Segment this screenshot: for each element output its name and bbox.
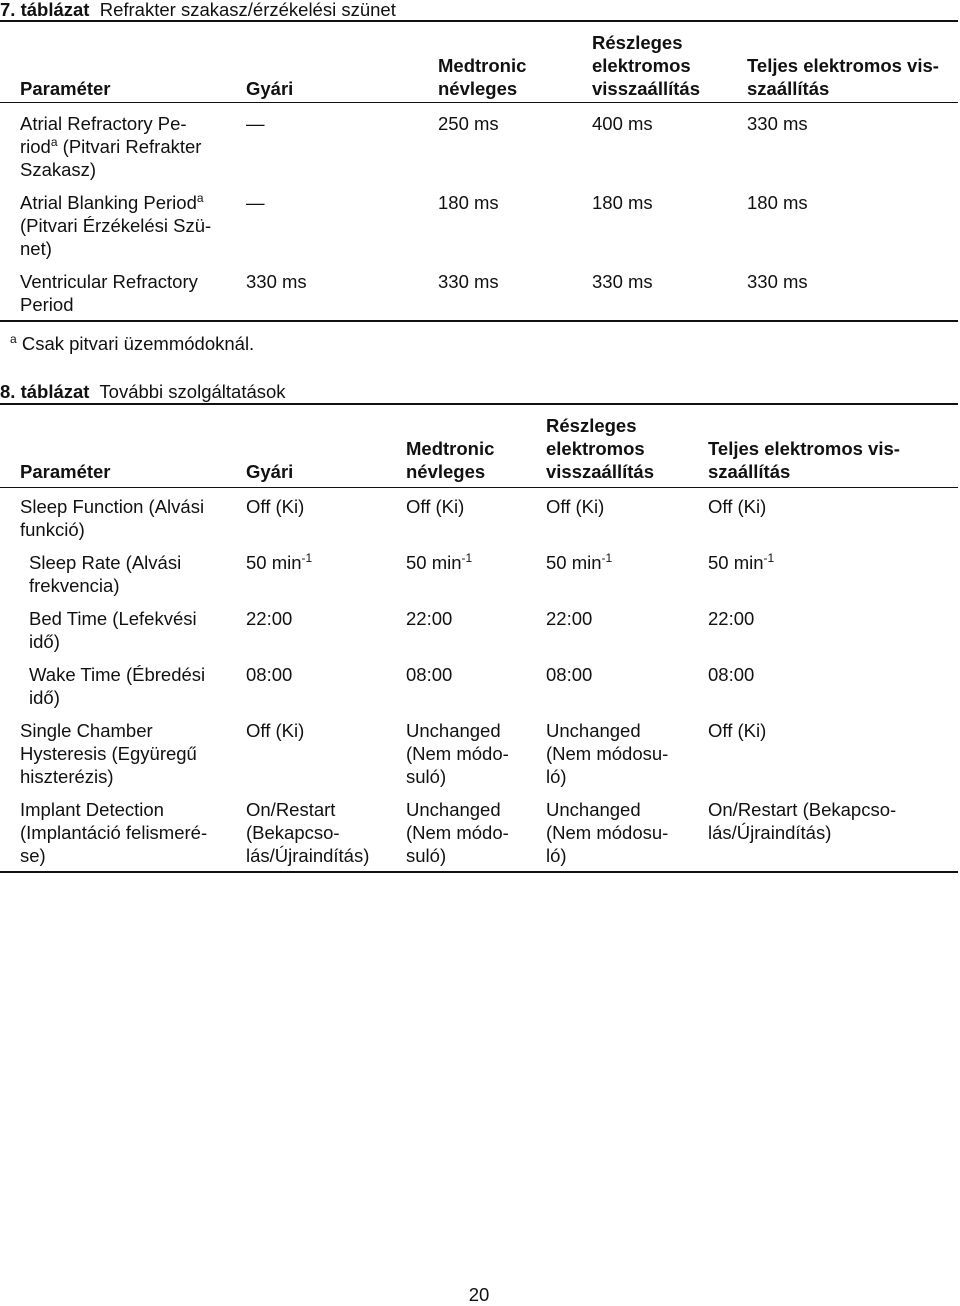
table8-row1-parameter: Sleep Function (Alvási funkció) bbox=[20, 496, 205, 540]
table8-caption-number: 8. táblázat bbox=[0, 381, 90, 402]
table8-header-parameter: Paraméter bbox=[20, 461, 111, 482]
table8-header-rule bbox=[0, 487, 958, 488]
table8-row2-nominal: 50 $\min^{-1}$ bbox=[406, 551, 473, 573]
table8-row3-nominal: 22:00 bbox=[406, 608, 453, 629]
table7-row3-nominal: 330 ms bbox=[438, 271, 499, 292]
table7-row1-partial: 400 ms bbox=[592, 113, 653, 134]
table7-caption bbox=[0, 0, 396, 21]
table7-top-rule bbox=[0, 20, 958, 22]
table8-row6-full: On/Restart (Bekapcso- lás/Újraindítás) bbox=[708, 799, 897, 843]
table7-row1-parameter: Atrial Refractory Pe- riod$^a$ (Pitvari Refrakter Szakasz) bbox=[20, 113, 202, 180]
table8-row1-nominal: Off (Ki) bbox=[406, 496, 465, 517]
table7-caption-title: Refrakter szakasz/érzékelési szünet bbox=[99, 0, 396, 20]
table8-row2-parameter: Sleep Rate (Alvási frekvencia) bbox=[29, 552, 182, 596]
table8-row4-nominal: 08:00 bbox=[406, 664, 453, 685]
table8-row4-partial: 08:00 bbox=[546, 664, 593, 685]
table7-row3-parameter: Ventricular Refractory Period bbox=[20, 271, 198, 315]
table8-row3-parameter: Bed Time (Lefekvési idő) bbox=[29, 608, 197, 652]
table7-row1-full: 330 ms bbox=[747, 113, 808, 134]
table8-header-partial-reset: Részleges elektromos visszaállítás bbox=[546, 415, 654, 482]
table7-row3-full: 330 ms bbox=[747, 271, 808, 292]
table8-row1-full: Off (Ki) bbox=[708, 496, 767, 517]
table7-row2-parameter: Atrial Blanking Period$^a$ (Pitvari Érzékelési Szü- net) bbox=[20, 191, 212, 259]
table8-top-rule bbox=[0, 403, 958, 405]
table8-row3-factory: 22:00 bbox=[246, 608, 293, 629]
table7-header-full-reset: Teljes elektromos vis- szaállítás bbox=[747, 55, 939, 99]
table7-row1-factory: — bbox=[246, 113, 265, 134]
table7-row1-nominal: 250 ms bbox=[438, 113, 499, 134]
table8-header-nominal: Medtronic névleges bbox=[406, 438, 495, 482]
footnote-mark: a bbox=[50, 135, 58, 149]
table7-bottom-rule bbox=[0, 320, 958, 322]
table8-header-full-reset: Teljes elektromos vis- szaállítás bbox=[708, 438, 900, 482]
table8-row6-parameter: Implant Detection (Implantáció felismeré- se) bbox=[20, 799, 208, 866]
table8-caption-title: További szolgáltatások bbox=[99, 381, 286, 402]
table8-row5-parameter: Single Chamber Hysteresis (Együregű hiszterézis) bbox=[20, 720, 197, 787]
table8-row4-full: 08:00 bbox=[708, 664, 755, 685]
table8-row4-factory: 08:00 bbox=[246, 664, 293, 685]
table7-header-parameter: Paraméter bbox=[20, 78, 111, 99]
table7-row2-nominal: 180 ms bbox=[438, 192, 499, 213]
table7-header-partial-reset: Részleges elektromos visszaállítás bbox=[592, 32, 700, 99]
table8-row5-full: Off (Ki) bbox=[708, 720, 767, 741]
table8-row2-partial: 50 $\min^{-1}$ bbox=[546, 551, 613, 573]
table7-row2-full: 180 ms bbox=[747, 192, 808, 213]
table8-row2-full: 50 $\min^{-1}$ bbox=[708, 551, 775, 573]
table7-footnote bbox=[10, 332, 254, 355]
table7-row2-partial: 180 ms bbox=[592, 192, 653, 213]
table7-header-rule bbox=[0, 102, 958, 103]
table8-row3-partial: 22:00 bbox=[546, 608, 593, 629]
table7-footnote-text: Csak pitvari üzemmódoknál. bbox=[21, 333, 255, 354]
page-number: 20 bbox=[468, 1284, 490, 1305]
table8-row6-factory: On/Restart (Bekapcso- lás/Újraindítás) bbox=[246, 799, 370, 866]
table8-row1-factory: Off (Ki) bbox=[246, 496, 305, 517]
table7-row3-factory: 330 ms bbox=[246, 271, 307, 292]
table8-row5-factory: Off (Ki) bbox=[246, 720, 305, 741]
table8-row1-partial: Off (Ki) bbox=[546, 496, 605, 517]
table8-row6-nominal: Unchanged (Nem módo- suló) bbox=[406, 799, 509, 866]
table8-row5-nominal: Unchanged (Nem módo- suló) bbox=[406, 720, 509, 787]
table7-row2-factory: — bbox=[246, 192, 265, 213]
table8-header-factory: Gyári bbox=[246, 461, 294, 482]
table7-row3-partial: 330 ms bbox=[592, 271, 653, 292]
table7-header-nominal: Medtronic névleges bbox=[438, 55, 527, 99]
footnote-mark: a bbox=[10, 332, 17, 346]
footnote-mark: a bbox=[196, 191, 204, 205]
table7-caption-number: 7. táblázat bbox=[0, 0, 90, 20]
table8-caption bbox=[0, 380, 286, 403]
table8-row3-full: 22:00 bbox=[708, 608, 755, 629]
table8-row5-partial: Unchanged (Nem módosu- ló) bbox=[546, 720, 669, 787]
table8-row2-factory: 50 $\min^{-1}$ bbox=[246, 551, 313, 573]
table8-row4-parameter: Wake Time (Ébredési idő) bbox=[29, 664, 206, 708]
table7-header-factory: Gyári bbox=[246, 78, 294, 99]
table8-row6-partial: Unchanged (Nem módosu- ló) bbox=[546, 799, 669, 866]
table8-bottom-rule bbox=[0, 871, 958, 873]
